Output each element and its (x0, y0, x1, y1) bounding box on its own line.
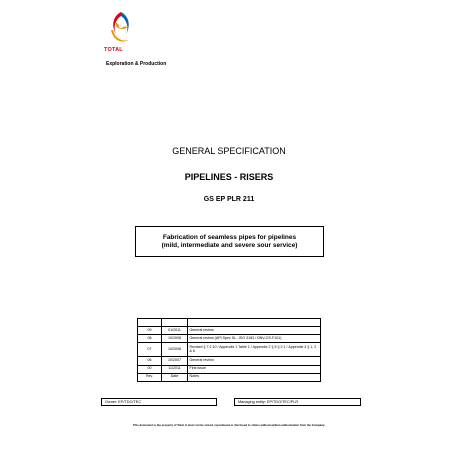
table-row (138, 327, 321, 335)
rev-header: Rev. (138, 373, 162, 381)
table-row (138, 343, 321, 357)
date-cell: 10/2008 (162, 335, 188, 343)
managing-entity-field: Managing entity: EP/TDO/TEC/PLR (234, 398, 361, 406)
division-label: Exploration & Production (106, 61, 167, 67)
rev-cell: 09 (138, 327, 162, 335)
spec-type: GENERAL SPECIFICATION (172, 146, 286, 156)
spec-subject-box (135, 226, 324, 257)
notes-cell: First issue (188, 365, 321, 373)
rev-cell: 06 (138, 357, 162, 365)
date-cell: 10/2007 (162, 357, 188, 365)
disclaimer-text: This document is the property of Total. It must not be stored, reproduced or disclosed to others without written authorisation from the Company. (132, 423, 326, 427)
table-row (138, 365, 321, 373)
notes-header: Notes (188, 373, 321, 381)
rev-cell: 08 (138, 335, 162, 343)
notes-cell: General review (API Spec 5L - ISO 3183 / DNV-OS-F101) (188, 335, 321, 343)
brand-name: TOTAL (104, 47, 123, 53)
table-row (138, 319, 321, 327)
date-cell: 11/2011 (162, 365, 188, 373)
rev-cell: 07 (138, 343, 162, 357)
spec-subject-line-2: (mild, intermediate and severe sour service) (161, 241, 298, 249)
spec-subject-line-1: Fabrication of seamless pipes for pipelines (162, 233, 297, 241)
owner-field: Owner: EP/TDO/TEC (101, 398, 217, 406)
notes-cell: Revised § 7.2.10 / Appendix 1 Table 1 / Appendix 2 § 5 § 2.1 / Appendix 4 § 1, 2 & 6 (188, 343, 321, 357)
table-row (138, 357, 321, 365)
revision-table (137, 318, 321, 382)
notes-cell: General review (188, 357, 321, 365)
date-cell: 10/2008 (162, 343, 188, 357)
rev-cell (138, 319, 162, 327)
date-cell (162, 319, 188, 327)
table-header-row (138, 373, 321, 381)
notes-cell (188, 319, 321, 327)
rev-cell: 00 (138, 365, 162, 373)
date-cell: 01/2011 (162, 327, 188, 335)
table-row (138, 335, 321, 343)
spec-title: PIPELINES - RISERS (184, 172, 274, 182)
spec-reference: GS EP PLR 211 (203, 196, 255, 203)
total-logo-icon (107, 10, 135, 50)
date-header: Date (162, 373, 188, 381)
notes-cell: General review (188, 327, 321, 335)
